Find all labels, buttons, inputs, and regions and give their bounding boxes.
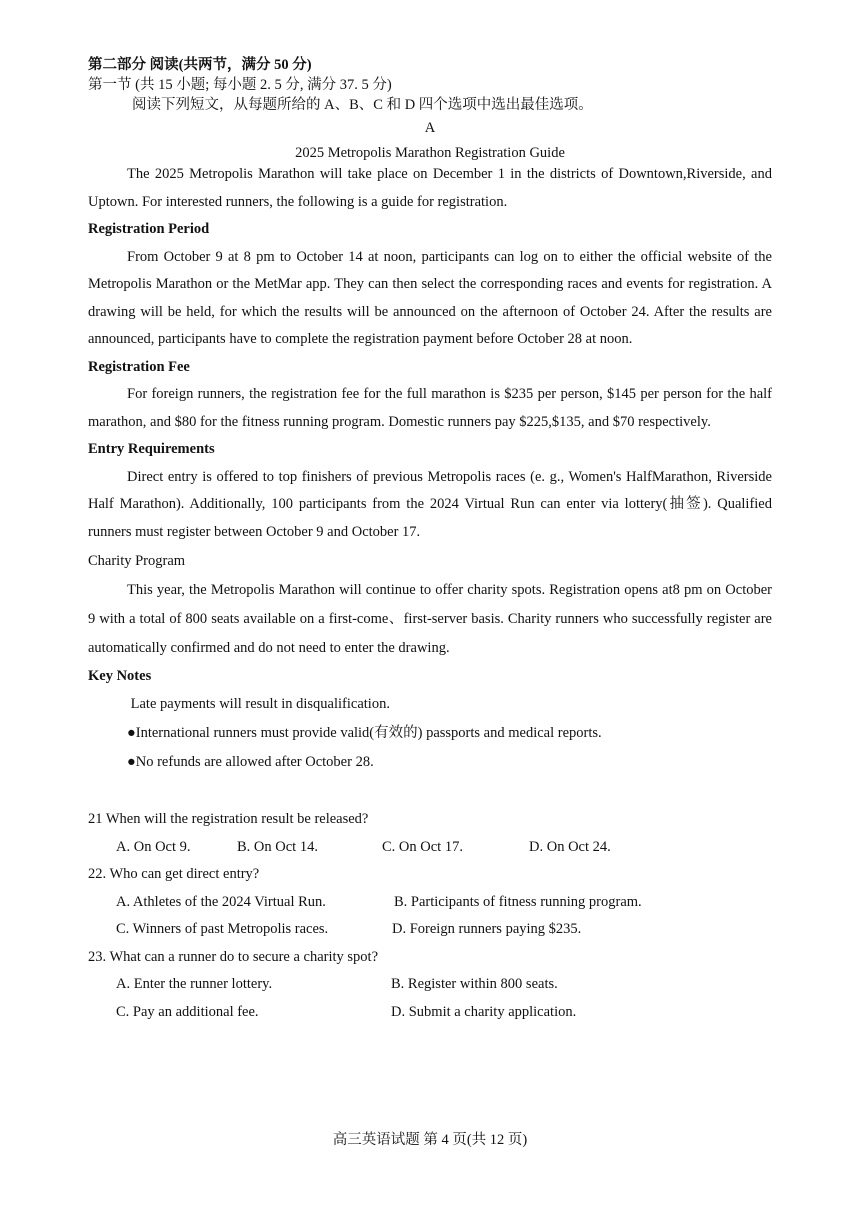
question-22-option-c: C. Winners of past Metropolis races. [116,921,329,937]
part-title: 第二部分 阅读(共两节，满分 50 分) [88,57,312,73]
section-body-registration-fee: For foreign runners, the registration fee for the full marathon is $235 per person, $145 per person for the half marathon, and $80 for the fitness running program. Domestic runners pay $225,$135, and $70 respectively. [88,386,772,430]
key-note-item: ●No refunds are allowed after October 28. [127,754,374,770]
question-21-option-c: C. On Oct 17. [382,838,463,855]
question-21-stem: 21 When will the registration result be released? [88,811,369,827]
question-21-option-b: B. On Oct 14. [237,838,318,855]
question-21-option-d: D. On Oct 24. [529,838,611,855]
page-footer: 高三英语试题 第 4 页(共 12 页) [332,1132,528,1148]
question-22-option-d: D. Foreign runners paying $235. [392,921,582,937]
question-22-stem: 22. Who can get direct entry? [88,866,260,882]
question-23-stem: 23. What can a runner do to secure a charity spot? [88,948,379,965]
passage-title: 2025 Metropolis Marathon Registration Guide [295,145,565,161]
question-22-option-b: B. Participants of fitness running program. [394,893,642,910]
question-22-options-row-2 [88,916,772,944]
question-21-option-a: A. On Oct 9. [116,838,191,855]
question-23-option-a: A. Enter the runner lottery. [116,976,273,992]
section-body-entry-requirements: Direct entry is offered to top finishers of previous Metropolis races (e. g., Women's HalfMarathon, Riverside Half Marathon). Additionally, 100 participants from the 2024 Virtual Run can enter via lottery(抽签). Qualified runners must register between October 9 and October 17. [88,468,772,540]
question-23-options [88,971,772,999]
exam-page [88,55,772,1026]
question-21-options [88,834,772,862]
section-body-charity-program: This year, the Metropolis Marathon will continue to offer charity spots. Registration opens at8 pm on October 9 with a total of 800 seats available on a first-come、first-server basis. Charity runners who successfully register are automatically confirmed and do not need to enter the drawing. [88,581,772,656]
question-23-option-c: C. Pay an additional fee. [116,1003,259,1020]
section-body-registration-period: From October 9 at 8 pm to October 14 at noon, participants can log on to either the official website of the Metropolis Marathon or the MetMar app. They can then select the corresponding races and events for registration. A drawing will be held, for which the results will be announced on the afternoon of October 24. After the results are announced, participants have to complete the registration payment before October 28 at noon. [88,248,772,347]
passage-letter: A [424,120,436,136]
section-heading-entry-requirements: Entry Requirements [88,441,215,457]
section-heading-registration-fee: Registration Fee [88,358,190,375]
question-23-options-row-2 [88,999,772,1027]
key-note-item: Late payments will result in disqualification. [127,696,390,712]
question-22-option-a: A. Athletes of the 2024 Virtual Run. [116,893,326,910]
question-23-option-b: B. Register within 800 seats. [391,976,558,992]
section-heading-registration-period: Registration Period [88,221,210,237]
question-22-options [88,889,772,917]
section-title: 第一节 (共 15 小题; 每小题 2. 5 分, 满分 37. 5 分) [88,77,392,93]
question-23-option-d: D. Submit a charity application. [391,1003,577,1020]
key-note-item: ●International runners must provide valid(有效的) passports and medical reports. [127,725,602,741]
passage-intro: The 2025 Metropolis Marathon will take place on December 1 in the districts of Downtown,Riverside, and Uptown. For interested runners, the following is a guide for registration. [88,166,772,210]
key-notes-heading: Key Notes [88,667,152,684]
instruction: 阅读下列短文，从每题所给的 A、B、C 和 D 四个选项中选出最佳选项。 [132,97,593,113]
section-heading-charity-program: Charity Program [88,553,186,569]
